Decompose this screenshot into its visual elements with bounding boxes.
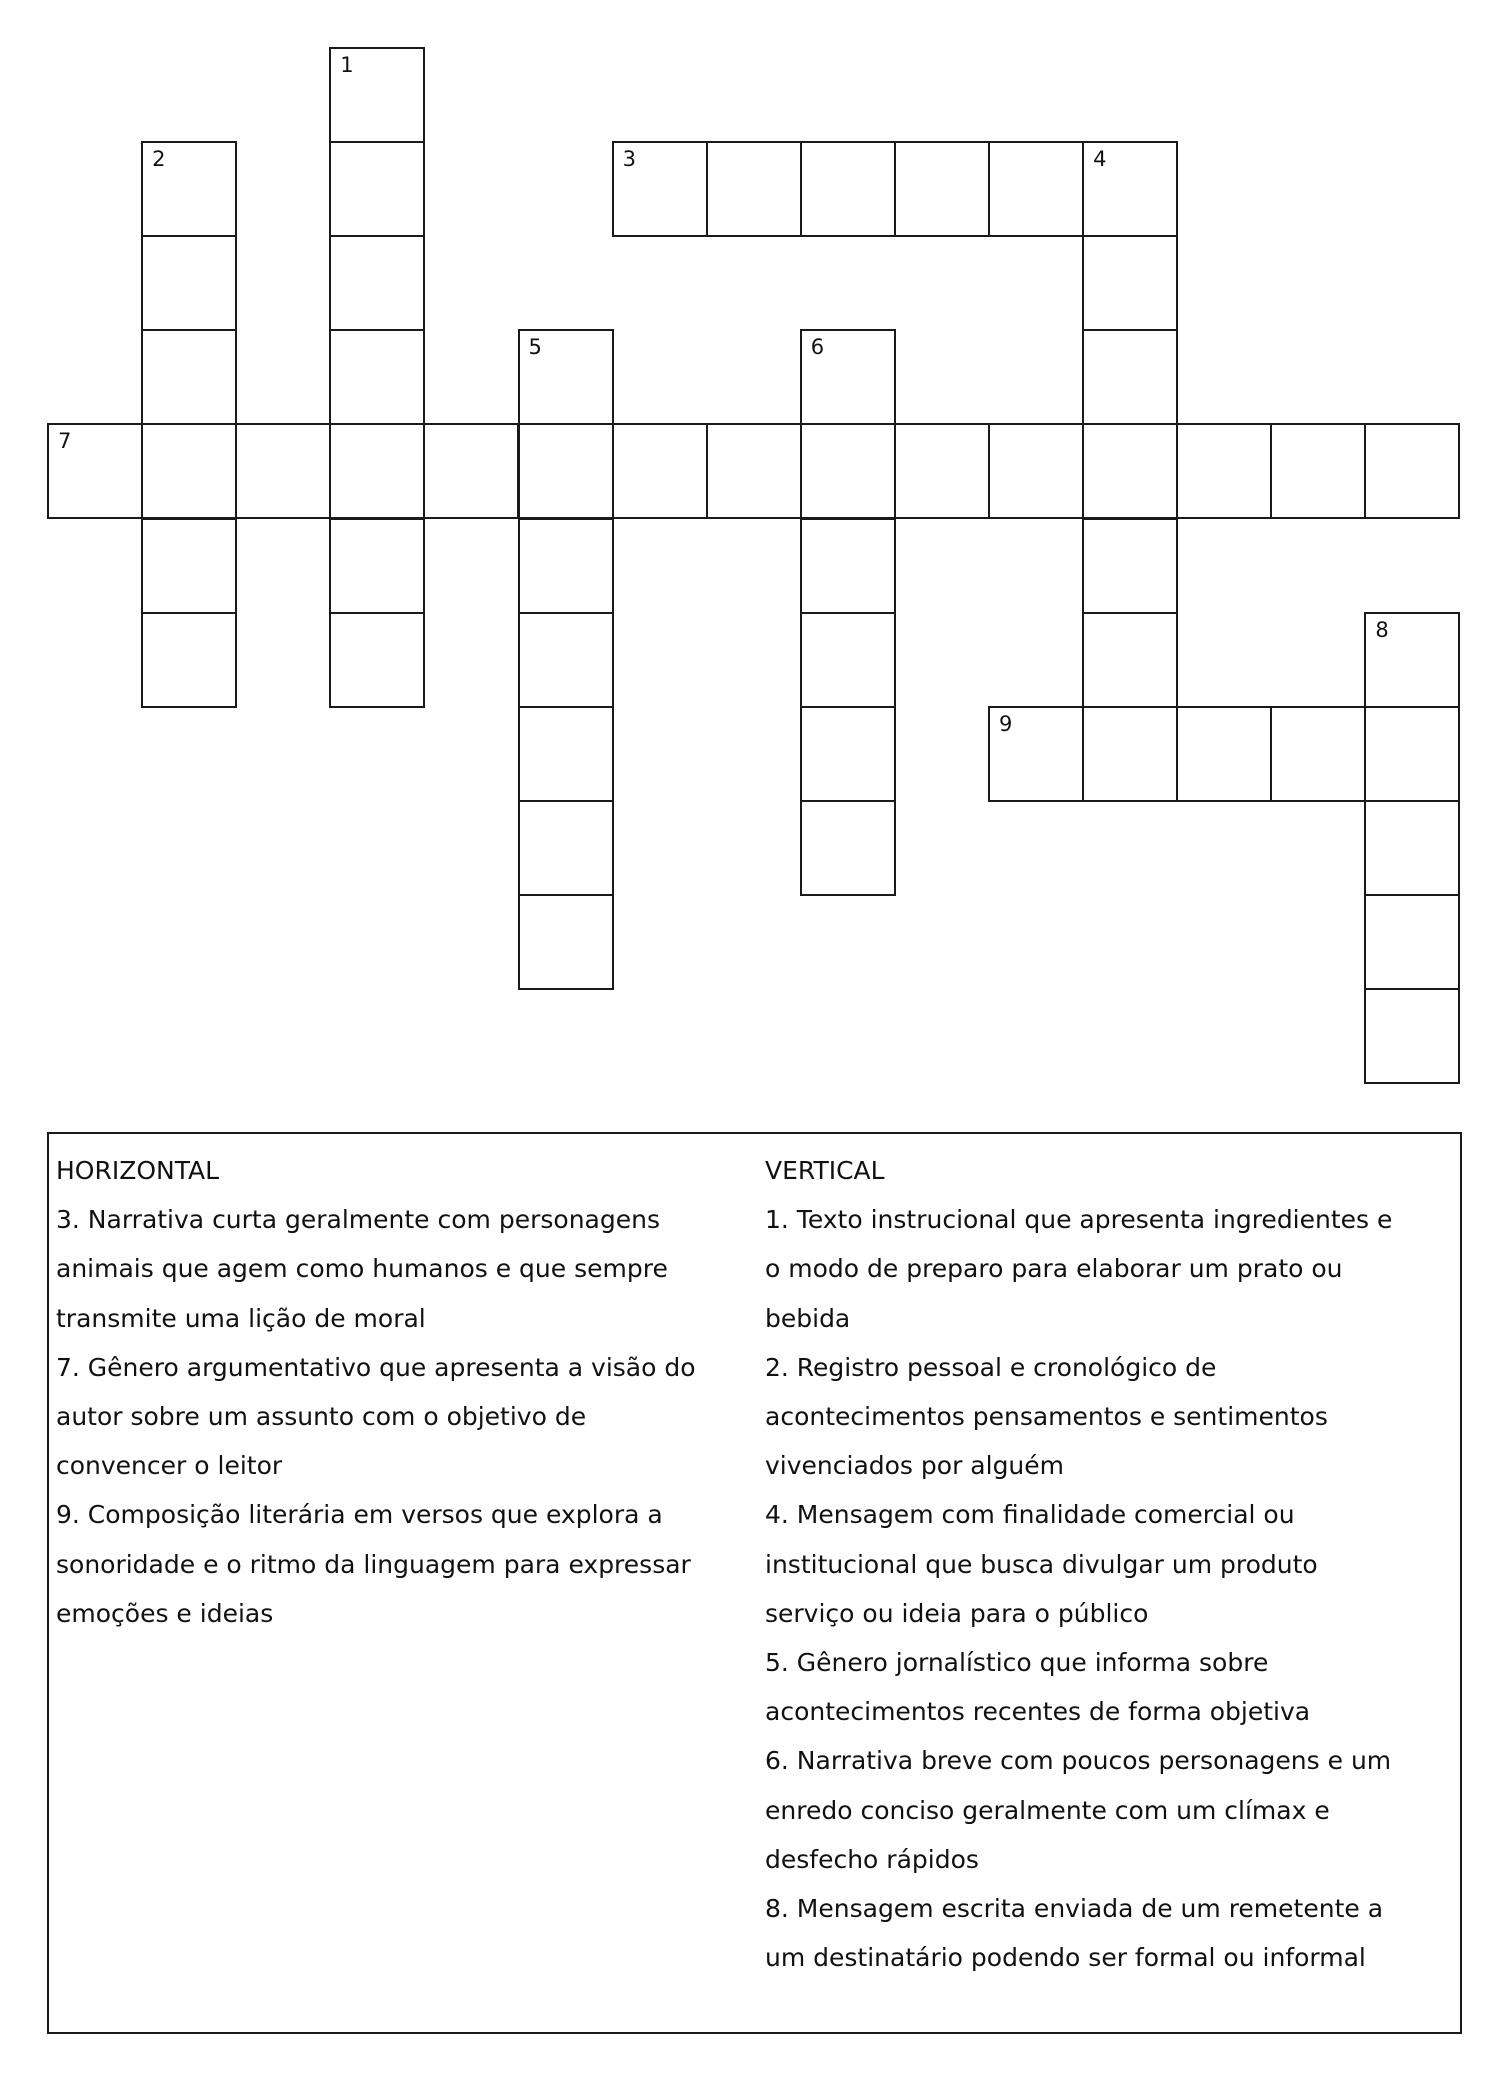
- crossword-cell[interactable]: [800, 800, 896, 896]
- clue-line: acontecimentos recentes de forma objetiva: [765, 1697, 1311, 1727]
- crossword-cell[interactable]: [1082, 423, 1178, 519]
- clue-line: enredo conciso geralmente com um clímax e: [765, 1795, 1330, 1825]
- crossword-cell[interactable]: [518, 329, 614, 425]
- crossword-cell[interactable]: [1082, 612, 1178, 708]
- crossword-cell[interactable]: [518, 423, 614, 519]
- clue-line: o modo de preparo para elaborar um prato ou: [765, 1254, 1343, 1284]
- clue-line: 6. Narrativa breve com poucos personagens e um: [765, 1746, 1392, 1776]
- crossword-cell[interactable]: [141, 612, 237, 708]
- crossword-cell[interactable]: [329, 612, 425, 708]
- crossword-cell[interactable]: [141, 235, 237, 331]
- crossword-cell[interactable]: [141, 518, 237, 614]
- clue-line: 7. Gênero argumentativo que apresenta a visão do: [56, 1352, 696, 1382]
- clue-line: animais que agem como humanos e que sempre: [56, 1254, 668, 1284]
- crossword-cell[interactable]: [1270, 423, 1366, 519]
- clue-h7: [56, 1343, 756, 1491]
- crossword-cell[interactable]: [1364, 706, 1460, 802]
- crossword-cell[interactable]: [329, 235, 425, 331]
- crossword-cell[interactable]: [894, 141, 990, 237]
- clue-number: 2: [152, 147, 166, 172]
- clue-v6: [765, 1736, 1455, 1884]
- crossword-cell[interactable]: [1270, 706, 1366, 802]
- crossword-cell[interactable]: [612, 141, 708, 237]
- crossword-cell[interactable]: [518, 894, 614, 990]
- crossword-cell[interactable]: [988, 141, 1084, 237]
- crossword-cell[interactable]: [329, 47, 425, 143]
- clue-line: sonoridade e o ritmo da linguagem para expressar: [56, 1549, 691, 1579]
- clue-line: desfecho rápidos: [765, 1844, 979, 1874]
- crossword-cell[interactable]: [1364, 800, 1460, 896]
- crossword-cell[interactable]: [612, 423, 708, 519]
- crossword-cell[interactable]: [518, 518, 614, 614]
- clue-line: 1. Texto instrucional que apresenta ingredientes e: [765, 1205, 1393, 1235]
- crossword-cell[interactable]: [1176, 706, 1272, 802]
- crossword-cell[interactable]: [800, 329, 896, 425]
- vertical-clues-column: [765, 1146, 1455, 1982]
- crossword-cell[interactable]: [1176, 423, 1272, 519]
- horizontal-title: HORIZONTAL: [56, 1156, 220, 1185]
- clue-line: convencer o leitor: [56, 1451, 283, 1481]
- crossword-cell[interactable]: [1364, 612, 1460, 708]
- crossword-cell[interactable]: [800, 706, 896, 802]
- clue-line: acontecimentos pensamentos e sentimentos: [765, 1402, 1328, 1432]
- clue-line: institucional que busca divulgar um produto: [765, 1549, 1318, 1579]
- vertical-title: VERTICAL: [765, 1156, 885, 1185]
- crossword-cell[interactable]: [988, 423, 1084, 519]
- crossword-cell[interactable]: [800, 141, 896, 237]
- clue-number: 1: [340, 53, 354, 77]
- clue-line: 3. Narrativa curta geralmente com personagens: [56, 1205, 660, 1235]
- clue-number: 5: [528, 335, 542, 360]
- crossword-cell[interactable]: [235, 423, 331, 519]
- clue-v2: [765, 1343, 1455, 1491]
- clue-h3: [56, 1195, 756, 1343]
- crossword-cell[interactable]: [518, 612, 614, 708]
- crossword-cell[interactable]: [47, 423, 143, 519]
- clue-line: emoções e ideias: [56, 1598, 274, 1628]
- crossword-cell[interactable]: [329, 329, 425, 425]
- crossword-cell[interactable]: [141, 423, 237, 519]
- clue-line: serviço ou ideia para o público: [765, 1598, 1149, 1628]
- clue-line: vivenciados por alguém: [765, 1451, 1065, 1481]
- clue-line: bebida: [765, 1303, 851, 1333]
- crossword-cell[interactable]: [800, 518, 896, 614]
- clue-line: transmite uma lição de moral: [56, 1303, 426, 1333]
- clue-line: 9. Composição literária em versos que explora a: [56, 1500, 663, 1530]
- clue-v5: [765, 1638, 1455, 1736]
- clue-v4: [765, 1490, 1455, 1638]
- clue-number: 3: [622, 147, 636, 172]
- crossword-cell[interactable]: [988, 706, 1084, 802]
- crossword-cell[interactable]: [518, 706, 614, 802]
- clue-line: um destinatário podendo ser formal ou informal: [765, 1943, 1366, 1973]
- crossword-cell[interactable]: [706, 141, 802, 237]
- crossword-cell[interactable]: [141, 141, 237, 237]
- clue-number: 8: [1375, 617, 1389, 642]
- crossword-cell[interactable]: [141, 329, 237, 425]
- clue-line: 5. Gênero jornalístico que informa sobre: [765, 1648, 1269, 1678]
- clues-box: [47, 1132, 1462, 2034]
- crossword-cell[interactable]: [518, 800, 614, 896]
- clue-number: 4: [1093, 147, 1107, 172]
- clue-number: 7: [58, 429, 72, 454]
- crossword-cell[interactable]: [894, 423, 990, 519]
- crossword-cell[interactable]: [1082, 141, 1178, 237]
- crossword-cell[interactable]: [1082, 235, 1178, 331]
- crossword-cell[interactable]: [800, 612, 896, 708]
- clue-v1: [765, 1195, 1455, 1343]
- horizontal-clues-column: [56, 1146, 756, 1638]
- crossword-cell[interactable]: [800, 423, 896, 519]
- clue-line: 4. Mensagem com finalidade comercial ou: [765, 1500, 1295, 1530]
- crossword-cell[interactable]: [1364, 894, 1460, 990]
- crossword-cell[interactable]: [706, 423, 802, 519]
- crossword-cell[interactable]: [329, 518, 425, 614]
- clue-line: autor sobre um assunto com o objetivo de: [56, 1402, 587, 1432]
- crossword-cell[interactable]: [1364, 988, 1460, 1084]
- crossword-cell[interactable]: [423, 423, 519, 519]
- clue-v8: [765, 1884, 1455, 1982]
- clue-line: 2. Registro pessoal e cronológico de: [765, 1352, 1217, 1382]
- crossword-cell[interactable]: [1082, 518, 1178, 614]
- clue-number: 9: [999, 711, 1013, 736]
- clue-h9: [56, 1490, 756, 1638]
- crossword-cell[interactable]: [1082, 329, 1178, 425]
- crossword-cell[interactable]: [1364, 423, 1460, 519]
- crossword-cell[interactable]: [1082, 706, 1178, 802]
- crossword-cell[interactable]: [329, 141, 425, 237]
- clue-number: 6: [810, 335, 825, 360]
- clue-line: 8. Mensagem escrita enviada de um remetente a: [765, 1894, 1384, 1924]
- crossword-cell[interactable]: [329, 423, 425, 519]
